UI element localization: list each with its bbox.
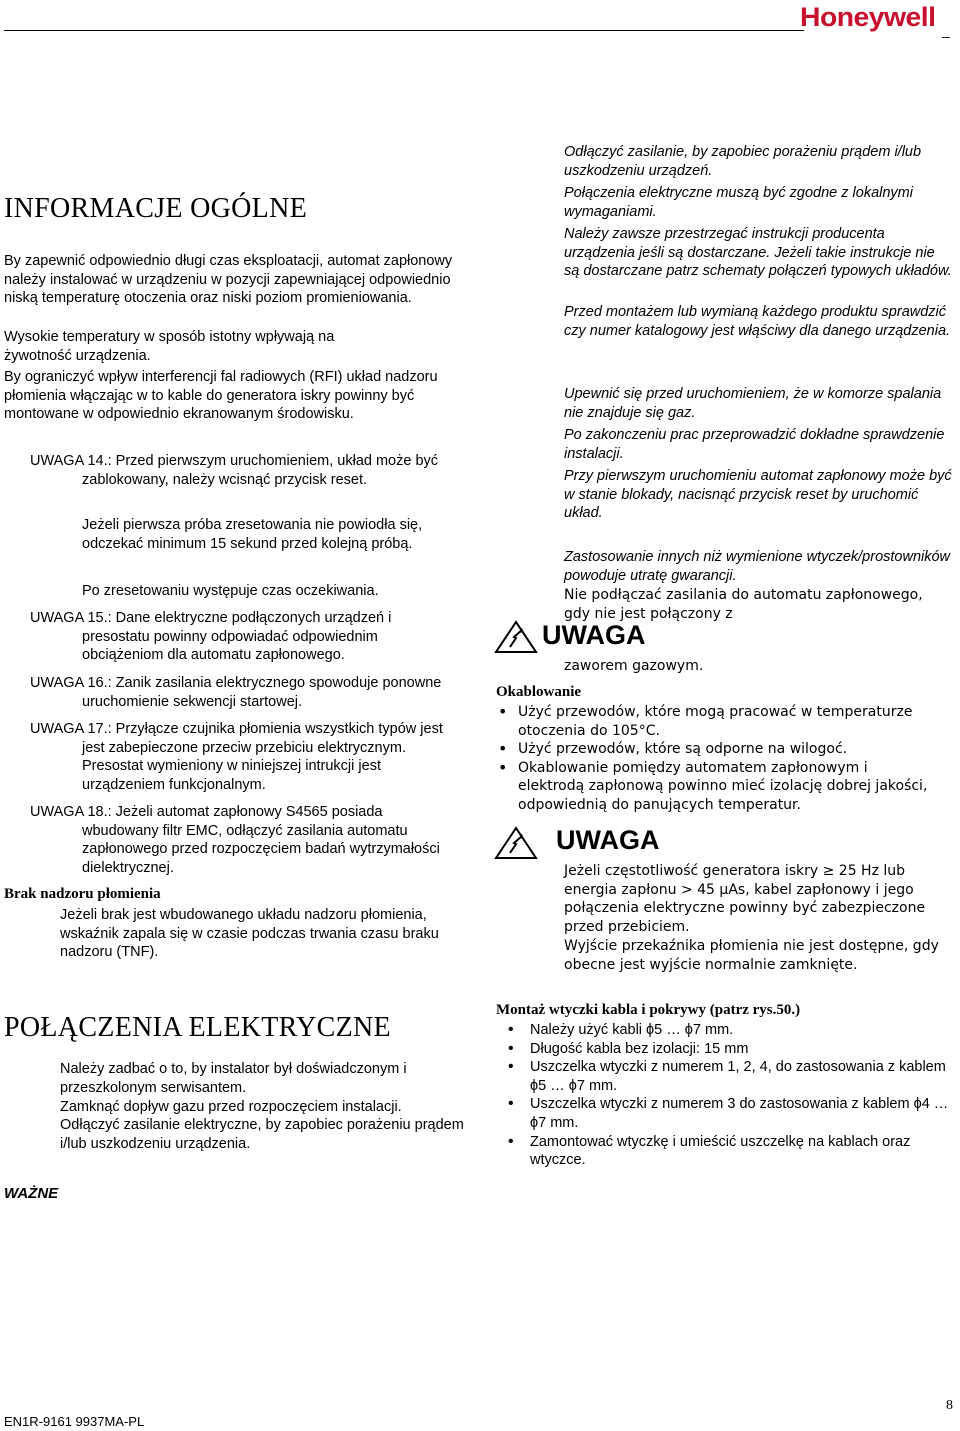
subheading-plug-mounting: Montaż wtyczki kabla i pokrywy (patrz rys.50.) <box>496 1002 801 1018</box>
note-14-wait: Po zresetowaniu występuje czas oczekiwania. <box>82 583 379 599</box>
subheading-no-flame: Brak nadzoru płomienia <box>4 886 161 902</box>
para-installer: Należy zadbać o to, by instalator był doświadczonym i przeszkolonym serwisantem. <box>60 1061 407 1096</box>
note-14-text: UWAGA 14.: Przed pierwszym uruchomieniem, układ może być zablokowany, należy wcisnąć przycisk reset. <box>30 453 439 488</box>
list-item: • Okablowanie pomiędzy automatem zapłonowym i elektrodą zapłonową powinno mieć izolację dobrej jakości, odpowiednią do panujących temperatur. <box>496 759 936 815</box>
instr-local-rules: Połączenia elektryczne muszą być zgodne z lokalnymi wymaganiami. <box>564 185 913 220</box>
instr-catalog-number: Przed montażem lub wymianą każdego produktu sprawdzić czy numer katalogowy jest włąściwy dla danego urządzenia. <box>564 304 951 339</box>
warning-electric-icon <box>494 826 538 860</box>
page-number: 8 <box>946 1398 953 1413</box>
para-no-flame: Jeżeli brak jest wbudowanego układu nadzoru płomienia, wskaźnik zapala się w czasie podczas trwania czasu braku nadzoru (TNF). <box>60 907 439 961</box>
para-close-gas: Zamknąć dopływ gazu przed rozpoczęciem instalacji. <box>60 1099 402 1115</box>
warning-spark-text: Jeżeli częstotliwość generatora iskry ≥ 25 Hz lub energia zapłonu > 45 µAs, kabel zapłonowy i jego połączenia elektryczne powinny być zabezpieczone przed przebiciem. <box>564 863 926 935</box>
instr-manufacturer: Należy zawsze przestrzegać instrukcji producenta urządzenia jeśli są dostarczane. Jeżeli takie instrukcje nie są dostarczane patrz schematy połączeń typowych układów. <box>564 226 952 280</box>
warning-relay-text: Wyjście przekaźnika płomienia nie jest dostępne, gdy obecne jest wyjście normalnie zamknięte. <box>564 938 939 973</box>
para-disconnect: Odłączyć zasilanie elektryczne, by zapobiec porażeniu prądem i/lub uszkodzeniu urządzenia. <box>60 1117 464 1152</box>
instr-reset: Przy pierwszym uruchomieniu automat zapłonowy może być w stanie blokady, nacisnąć przycisk reset by uruchomić układ. <box>564 468 952 522</box>
note-18: UWAGA 18.: Jeżeli automat zapłonowy S4565 posiada wbudowany filtr EMC, odłączyć zasilania automatu zapłonowego przed rozpoczęciem badań wytrzymałości dielektrycznej. <box>30 804 440 876</box>
instr-no-gas: Upewnić się przed uruchomieniem, że w komorze spalania nie znajduje się gaz. <box>564 386 942 421</box>
wiring-list <box>496 703 936 815</box>
list-item: • Długość kabla bez izolacji: 15 mm <box>506 1040 956 1059</box>
para-temperature: Wysokie temperatury w sposób istotny wpływają na żywotność urządzenia. <box>4 329 335 364</box>
warning-gas-valve-text-end: zaworem gazowym. <box>564 658 704 674</box>
note-16: UWAGA 16.: Zanik zasilania elektrycznego spowoduje ponowne uruchomienie sekwencji startowej. <box>30 675 442 710</box>
label-wazne: WAŻNE <box>4 1185 59 1202</box>
para-lifetime: By zapewnić odpowiednio długi czas eksploatacji, automat zapłonowy należy instalować w urządzeniu w pozycji zapewniającej odpowiednio niską temperaturę otoczenia oraz niski poziom promieniowania. <box>4 253 453 307</box>
header-dash: _ <box>942 22 950 38</box>
instr-warranty: Zastosowanie innych niż wymienione wtyczek/prostowników powoduje utratę gwarancji. <box>564 549 951 584</box>
plug-list <box>506 1021 956 1170</box>
list-item: • Użyć przewodów, które mogą pracować w temperaturze otoczenia do 105°C. <box>496 703 936 740</box>
para-rfi: By ograniczyć wpływ interferencji fal radiowych (RFI) układ nadzoru płomienia włączając w to kable do generatora iskry powinny być montowane w odpowiednio ekranowanym środowisku. <box>4 369 438 423</box>
note-15: UWAGA 15.: Dane elektryczne podłączonych urządzeń i presostatu powinny odpowiadać odpowiednim obciążeniom dla automatu zapłonowego. <box>30 610 392 664</box>
section-title-general: INFORMACJE OGÓLNE <box>4 193 307 224</box>
warning-label-1: UWAGA <box>542 620 646 650</box>
note-17: UWAGA 17.: Przyłącze czujnika płomienia wszystkich typów jest jest zabepieczone przeciw przebiciu elektrycznym. Presostat wymieniony w niniejszej intrukcji jest urządzeniem funkcjonalnym. <box>30 721 443 793</box>
list-item: • Zamontować wtyczkę i umieścić uszczelkę na kablach oraz wtyczce. <box>506 1133 956 1170</box>
note-14-reset: Jeżeli pierwsza próba zresetowania nie powiodła się, odczekać minimum 15 sekund przed kolejną próbą. <box>82 517 423 552</box>
list-item: • Użyć przewodów, które są odporne na wilogoć. <box>496 740 936 759</box>
list-item: • Należy użyć kabli ϕ5 … ϕ7 mm. <box>506 1021 956 1040</box>
document-number: EN1R-9161 9937MA-PL <box>4 1414 145 1429</box>
warning-gas-valve-text: Nie podłączać zasilania do automatu zapłonowego, gdy nie jest połączony z <box>564 587 923 622</box>
honeywell-logo: Honeywell <box>800 2 936 32</box>
section-title-electrical: POŁĄCZENIA ELEKTRYCZNE <box>4 1012 391 1043</box>
instr-disconnect: Odłączyć zasilanie, by zapobiec porażeniu prądem i/lub uszkodzeniu urządzeń. <box>564 144 922 179</box>
instr-check: Po zakonczeniu prac przeprowadzić dokładne sprawdzenie instalacji. <box>564 427 945 462</box>
warning-label-2: UWAGA <box>556 825 660 855</box>
list-item: • Uszczelka wtyczki z numerem 1, 2, 4, do zastosowania z kablem ϕ5 … ϕ7 mm. <box>506 1058 956 1095</box>
header-rule <box>4 30 804 31</box>
subheading-wiring: Okablowanie <box>496 684 582 700</box>
warning-electric-icon <box>494 620 538 654</box>
list-item: • Uszczelka wtyczki z numerem 3 do zastosowania z kablem ϕ4 … ϕ7 mm. <box>506 1095 956 1132</box>
note-14 <box>30 452 460 489</box>
